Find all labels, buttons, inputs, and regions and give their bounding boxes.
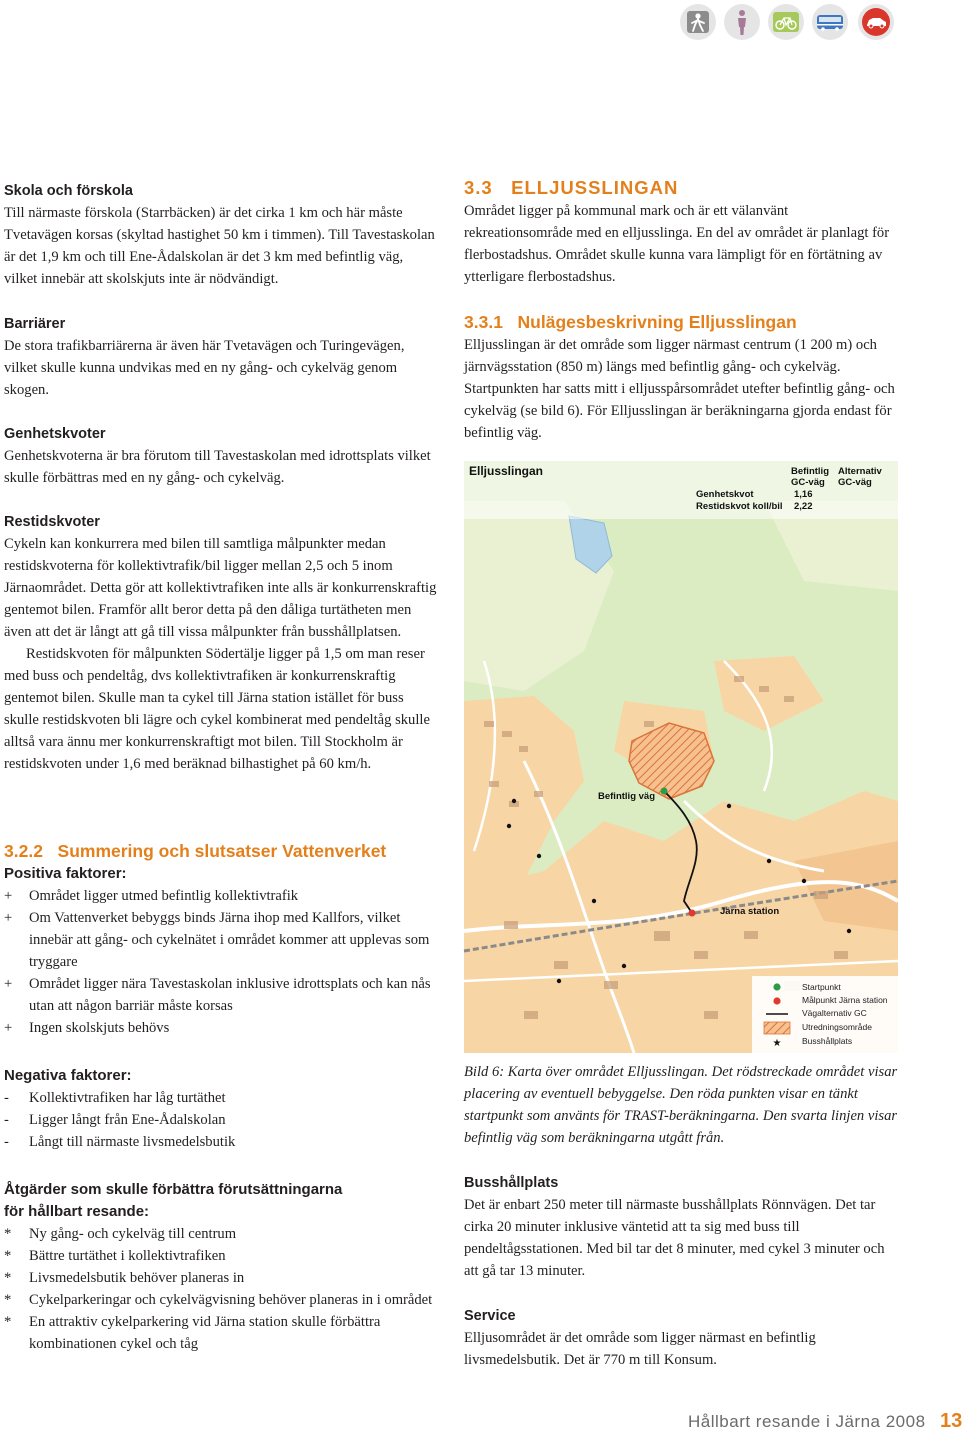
section-skola — [4, 180, 440, 290]
negativa-marker: - — [4, 1134, 9, 1150]
positiva-text: Området ligger nära Tavestaskolan inklusive idrottsplats och kan nås utan att någon barriär måste korsas — [29, 976, 431, 1014]
section-restidskvoter — [4, 511, 440, 775]
atgarder-marker: * — [4, 1314, 12, 1330]
text-restidskvoter-1: Cykeln kan konkurrera med bilen till samtliga målpunkter medan restidskvoterna för kollektivtrafik/bil ligger mellan 2,5 och 5 inom Järnaområdet. Detta gör att kollektivtrafiken inte alls är konkurrenskraftig gentemot bilen. Framför allt beror detta på den dåliga turtätheten men även att det är långt att gå till vissa målpunkter från busshållplatsen. — [4, 536, 437, 640]
nulage-number: 3.3.1 — [464, 312, 503, 332]
atgarder-text: Ny gång- och cykelväg till centrum — [29, 1226, 237, 1242]
legend-utredningsomrade: Utredningsområde — [802, 1022, 872, 1032]
legend-star: ★ — [772, 1038, 782, 1049]
heading-atgarder-line-2: för hållbart resande: — [4, 1203, 150, 1220]
atgarder-item — [4, 1289, 440, 1311]
map-row1-label: Genhetskvot — [696, 489, 754, 500]
negativa-text: Kollektivtrafiken har låg turtäthet — [29, 1090, 226, 1106]
legend-startpunkt: Startpunkt — [802, 982, 841, 992]
negativa-item — [4, 1131, 440, 1153]
map-title: Elljusslingan — [469, 464, 544, 478]
footer-title: Hållbart resande i Järna 2008 — [688, 1412, 926, 1431]
map-row1-value: 1,16 — [794, 489, 813, 500]
heading-busshallplats: Busshållplats — [464, 1175, 559, 1191]
map-label-station: Järna station — [720, 906, 780, 917]
atgarder-text: Livsmedelsbutik behöver planeras in — [29, 1270, 245, 1286]
legend-vagalternativ: Vägalternativ GC — [802, 1008, 867, 1018]
text-elljusslingan: Området ligger på kommunal mark och är ett välanvänt rekreationsområde med en elljusslinga. En del av området är planlagt för flerbostadshus. Området skulle kunna vara lämpligt för en förtätning av ytterligare flerbostadshus. — [464, 203, 890, 285]
atgarder-text: Cykelparkeringar och cykelvägvisning behöver planeras in i området — [29, 1292, 433, 1308]
heading-skola: Skola och förskola — [4, 183, 133, 199]
negativa-item — [4, 1087, 440, 1109]
map-caption — [464, 1061, 898, 1149]
atgarder-item — [4, 1267, 440, 1289]
atgarder-item — [4, 1245, 440, 1267]
negativa-text: Långt till närmaste livsmedelsbutik — [29, 1134, 236, 1150]
positiva-marker: + — [4, 888, 13, 904]
nulage-title: Nulägesbeskrivning Elljusslingan — [517, 312, 797, 332]
map-malpunkt — [689, 910, 696, 917]
elljusslingan-title: ELLJUSSLINGAN — [511, 177, 679, 198]
positiva-item — [4, 907, 440, 973]
positiva-text: Området ligger utmed befintlig kollektivtrafik — [29, 888, 299, 904]
negativa-item — [4, 1109, 440, 1131]
legend-red-dot — [773, 997, 780, 1004]
atgarder-marker: * — [4, 1248, 12, 1264]
text-busshallplats: Det är enbart 250 meter till närmaste busshållplats Rönnvägen. Det tar cirka 20 minuter inklusive väntetid att ta sig med buss till pendeltågsstationen. Med bil tar det 8 minuter, med cykel 3 minuter och att gå tar 13 minuter. — [464, 1197, 885, 1279]
atgarder-item — [4, 1311, 440, 1355]
negativa-text: Ligger långt från Ene-Ådalskolan — [29, 1112, 226, 1128]
map-label-befintlig: Befintlig väg — [598, 791, 656, 802]
text-nulage: Elljusslingan är det område som ligger närmast centrum (1 200 m) och järnvägsstation (850 m) längs med befintlig gång- och cykelväg. Startpunkten har satts mitt i elljusspårsområdet utefter befintlig gång- och cykelväg (se bild 6). För Elljusslingan är beräkningarna gjorda endast för befintlig väg. — [464, 337, 895, 441]
heading-atgarder — [4, 1179, 440, 1223]
atgarder-marker: * — [4, 1226, 12, 1242]
legend-hatch — [764, 1022, 790, 1034]
section-nulage — [464, 310, 898, 444]
negativa-marker: - — [4, 1112, 9, 1128]
page-number: 13 — [940, 1410, 962, 1432]
hiker-icon — [680, 4, 716, 40]
heading-positiva: Positiva faktorer: — [4, 865, 127, 882]
positiva-text: Om Vattenverket bebyggs binds Järna ihop med Kallfors, vilket innebär att gång- och cykelnätet i området kommer att upplevas som tryggare — [29, 910, 430, 970]
text-barriarer: De stora trafikbarriärerna är även här Tvetavägen och Turingevägen, vilket skulle kunna undvikas med en ny gång- och cykelväg genom skogen. — [4, 338, 405, 398]
pedestrian-icon — [724, 4, 760, 40]
section-summering — [4, 839, 440, 1355]
bicycle-icon — [768, 4, 804, 40]
positiva-text: Ingen skolskjuts behövs — [29, 1020, 170, 1036]
section-genhetskvoter — [4, 423, 440, 489]
text-service: Elljusområdet är det område som ligger närmast en befintlig livsmedelsbutik. Det är 770 m till Konsum. — [464, 1330, 816, 1368]
text-genhetskvoter: Genhetskvoterna är bra förutom till Tavestaskolan med idrottsplats vilket skulle förbättras med en ny gång- och cykelväg. — [4, 448, 431, 486]
elljusslingan-number: 3.3 — [464, 177, 493, 198]
heading-elljusslingan — [464, 176, 898, 200]
section-elljusslingan — [464, 176, 898, 288]
map-col2-header: Alternativ GC-väg — [838, 466, 882, 488]
heading-negativa: Negativa faktorer: — [4, 1067, 132, 1084]
heading-nulage — [464, 310, 898, 334]
atgarder-text: Bättre turtäthet i kollektivtrafiken — [29, 1248, 226, 1264]
text-skola: Till närmaste förskola (Starrbäcken) är det cirka 1 km och här måste Tvetavägen korsas (skyltad hastighet 50 km i timmen). Till Tavestaskolan är det 1,9 km och till Ene-Ådalskolan är det 3 km med befintlig väg, vilket innebär att skolskjuts inte är nödvändigt. — [4, 205, 435, 287]
summering-number: 3.2.2 — [4, 841, 43, 861]
text-restidskvoter-2: Restidskvoten för målpunkten Södertälje ligger på 1,5 om man reser med buss och pendeltåg, dvs kollektivtrafiken är konkurrenskraftig gentemot bilen. Skulle man ta cykel till Järna station istället för buss skulle restidskvoten bli lägre och cykel kombinerat med pendeltåg skulle alltså vara ännu mer konkurrenskraftigt mot bilen. Till Stockholm är restidskvoten under 1,6 med beräknad bilhastighet på 60 km/h. — [4, 646, 430, 772]
atgarder-text: En attraktiv cykelparkering vid Järna station skulle förbättra kombinationen cykel och tåg — [29, 1314, 381, 1352]
legend-malpunkt: Målpunkt Järna station — [802, 995, 888, 1005]
section-busshallplats — [464, 1172, 898, 1282]
positiva-item — [4, 885, 440, 907]
positiva-marker: + — [4, 910, 13, 926]
heading-service: Service — [464, 1308, 516, 1324]
list-atgarder — [4, 1223, 440, 1355]
heading-restidskvoter: Restidskvoter — [4, 514, 100, 530]
heading-genhetskvoter: Genhetskvoter — [4, 426, 106, 442]
map-graphic — [464, 461, 898, 1053]
atgarder-marker: * — [4, 1292, 12, 1308]
section-service — [464, 1305, 898, 1371]
list-negativa — [4, 1087, 440, 1153]
caption-text: Bild 6: Karta över området Elljusslingan. Det rödstreckade området visar placering av eventuell bebyggelse. Den röda punkten visar en tänkt startpunkt som använts för TRAST-beräkningarna. Den svarta linjen visar befintlig väg som beräkningarna utgått från. — [464, 1064, 898, 1146]
heading-summering — [4, 839, 440, 863]
atgarder-marker: * — [4, 1270, 12, 1286]
map-row2-label: Restidskvot koll/bil — [696, 501, 783, 512]
map-elljusslingan — [464, 461, 898, 1053]
map-startpunkt — [661, 788, 668, 795]
positiva-item — [4, 973, 440, 1017]
heading-atgarder-line-1: Åtgärder som skulle förbättra förutsättningarna — [4, 1181, 343, 1198]
train-bus-icon — [812, 4, 848, 40]
positiva-item — [4, 1017, 440, 1039]
atgarder-item — [4, 1223, 440, 1245]
summering-title: Summering och slutsatser Vattenverket — [57, 841, 387, 861]
negativa-marker: - — [4, 1090, 9, 1106]
legend-green-dot — [773, 983, 780, 990]
positiva-marker: + — [4, 1020, 13, 1036]
map-row2-value: 2,22 — [794, 501, 813, 512]
map-col1-header: Befintlig GC-väg — [791, 466, 829, 488]
legend-busshallplats: Busshållplats — [802, 1036, 853, 1046]
list-positiva — [4, 885, 440, 1039]
heading-barriarer: Barriärer — [4, 316, 66, 332]
positiva-marker: + — [4, 976, 13, 992]
section-barriarer — [4, 313, 440, 401]
car-icon — [858, 4, 894, 40]
